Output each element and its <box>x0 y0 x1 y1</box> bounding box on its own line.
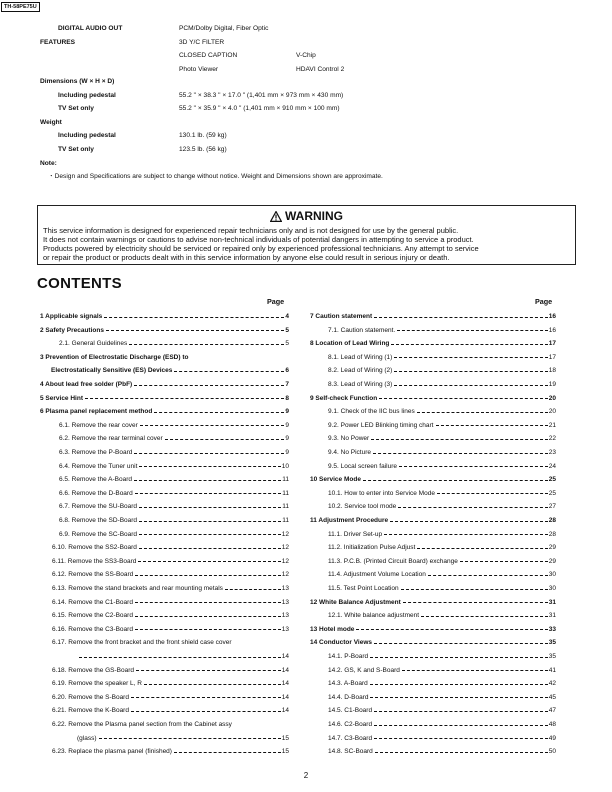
toc-entry-page: 4 <box>285 313 289 320</box>
toc-dot-leader <box>398 507 547 508</box>
toc-entry-page: 19 <box>548 381 556 388</box>
toc-dot-leader <box>139 466 280 467</box>
toc-entry-title: 9.2. Power LED Blinking timing chart <box>328 421 434 429</box>
toc-entry-title: 6.3. Remove the P-Board <box>59 449 133 456</box>
toc-entry-title: 7 Caution statement <box>310 313 373 320</box>
toc-dot-leader <box>165 439 285 440</box>
warning-line: This service information is designed for experienced repair technicians only and is not designed for use by the general public. <box>43 226 459 235</box>
toc-entry-title: 14.3. A-Board <box>328 680 368 688</box>
toc-entry-page: 16 <box>548 313 556 320</box>
toc-entry-title: 10 Service Mode <box>310 476 361 484</box>
toc-entry-page: 49 <box>548 734 556 742</box>
toc-entry-title: 6.16. Remove the C3-Board <box>52 625 133 633</box>
toc-entry[interactable] <box>328 462 556 471</box>
toc-entry-page: 7 <box>285 381 289 388</box>
toc-entry-title: 6 Plasma panel replacement method <box>40 408 153 416</box>
toc-entry-page: 15 <box>281 734 289 742</box>
spec-value: CLOSED CAPTION <box>179 52 238 59</box>
toc-entry-page: 15 <box>281 748 289 756</box>
spec-label: TV Set only <box>58 105 94 112</box>
toc-dot-leader <box>374 738 548 739</box>
spec-value: 55.2 " × 38.3 " × 17.0 " (1,401 mm × 973 mm × 430 mm) <box>179 92 344 99</box>
toc-dot-leader <box>401 589 548 590</box>
toc-entry[interactable] <box>52 557 289 566</box>
toc-entry-title: 9.5. Local screen failure <box>328 462 398 470</box>
toc-entry-page: 18 <box>548 367 556 375</box>
toc-entry[interactable] <box>51 366 289 375</box>
toc-entry-page: 9 <box>285 421 289 429</box>
toc-dot-leader <box>436 425 548 426</box>
toc-dot-leader <box>374 725 548 726</box>
toc-entry[interactable] <box>59 448 289 457</box>
toc-entry-page: 35 <box>548 639 556 647</box>
toc-entry-title: 8.2. Lead of Wiring (2) <box>328 367 393 375</box>
toc-entry[interactable] <box>310 394 556 403</box>
toc-entry[interactable] <box>59 489 289 498</box>
toc-entry-title: 1 Applicable signals <box>40 313 103 320</box>
toc-entry-title: 14.7. C3-Board <box>328 734 373 742</box>
toc-dot-leader <box>134 385 284 386</box>
toc-entry[interactable] <box>310 516 556 525</box>
toc-entry-page: 9 <box>285 408 289 416</box>
toc-entry[interactable] <box>328 666 556 675</box>
toc-dot-leader <box>417 412 548 413</box>
toc-dot-leader <box>136 670 281 671</box>
model-tag: TH-58PE75U <box>1 2 40 12</box>
toc-entry-title: 14 Conductor Views <box>310 639 373 647</box>
toc-entry-title: 9.1. Check of the IIC bus lines <box>328 408 415 416</box>
toc-entry[interactable] <box>328 720 556 729</box>
toc-entry-page: 48 <box>548 721 556 728</box>
toc-dot-leader <box>99 738 281 739</box>
toc-entry-title: 14.8. SC-Board <box>328 748 373 756</box>
toc-dot-leader <box>394 357 547 358</box>
toc-entry[interactable] <box>310 625 556 634</box>
toc-dot-leader <box>138 561 280 562</box>
toc-dot-leader <box>135 629 281 630</box>
toc-entry-title: 6.7. Remove the SU-Board <box>59 503 138 511</box>
toc-entry-page: 17 <box>548 353 556 361</box>
toc-entry-title: 9.4. No Picture <box>328 449 371 456</box>
toc-dot-leader <box>374 711 548 712</box>
toc-dot-leader <box>135 575 280 576</box>
toc-dot-leader <box>129 344 284 345</box>
toc-entry[interactable] <box>328 611 556 620</box>
toc-entry-page: 6 <box>285 367 289 375</box>
toc-entry[interactable] <box>52 720 289 729</box>
toc-entry-page: 45 <box>548 693 556 701</box>
spec-label: Note: <box>40 160 57 167</box>
toc-entry-title: 2 Safety Precautions <box>40 326 104 334</box>
toc-entry-page: 14 <box>281 680 289 688</box>
toc-dot-leader <box>363 480 548 481</box>
toc-entry[interactable] <box>77 734 289 743</box>
toc-entry[interactable] <box>40 353 289 362</box>
toc-entry-title: 11.5. Test Point Location <box>328 585 399 592</box>
toc-dot-leader <box>139 521 281 522</box>
toc-entry-title: Electrostatically Sensitive (ES) Devices <box>51 367 173 375</box>
toc-entry-page: 13 <box>281 612 289 620</box>
spec-value-secondary: HDAVI Control 2 <box>296 66 345 73</box>
toc-dot-leader <box>397 330 548 331</box>
toc-entry-page: 14 <box>281 707 289 715</box>
toc-entry-title: 11.2. Initialization Pulse Adjust <box>328 544 416 552</box>
toc-entry-title: 6.6. Remove the D-Board <box>59 489 133 497</box>
warning-triangle-icon <box>270 211 282 222</box>
toc-entry-title: 14.6. C2-Board <box>328 721 373 728</box>
toc-entry-page: 31 <box>548 612 556 620</box>
toc-entry-page: 10 <box>281 462 289 470</box>
toc-dot-leader <box>403 602 548 603</box>
toc-entry-page: 11 <box>282 517 289 524</box>
toc-entry-page: 11 <box>282 476 289 484</box>
toc-entry[interactable] <box>328 434 556 443</box>
toc-entry-title: 6.9. Remove the SC-Board <box>59 530 138 538</box>
toc-entry[interactable] <box>52 638 289 647</box>
toc-dot-leader <box>154 412 284 413</box>
spec-label: Including pedestal <box>58 92 116 99</box>
toc-entry[interactable] <box>59 339 289 348</box>
toc-entry[interactable] <box>328 489 556 498</box>
toc-entry-title: 10.1. How to enter into Service Mode <box>328 489 435 497</box>
toc-entry-page: 28 <box>548 517 556 524</box>
spec-label: Dimensions (W × H × D) <box>40 78 115 85</box>
toc-entry-title: 6.4. Remove the Tuner unit <box>59 462 138 470</box>
toc-entry-page: 12 <box>281 544 289 552</box>
toc-entry-page: 14 <box>281 666 289 674</box>
toc-entry[interactable] <box>59 530 289 539</box>
toc-entry-title: 6.20. Remove the S-Board <box>52 693 129 701</box>
toc-dot-leader <box>135 493 282 494</box>
spec-label: Weight <box>40 119 62 126</box>
toc-entry[interactable] <box>328 557 556 566</box>
spec-label: Including pedestal <box>58 132 116 139</box>
toc-dot-leader <box>394 371 547 372</box>
spec-value: PCM/Dolby Digital, Fiber Optic <box>179 25 269 32</box>
toc-entry-page: 42 <box>548 680 556 688</box>
toc-entry-title: 12.1. White balance adjustment <box>328 612 420 620</box>
toc-dot-leader <box>437 493 548 494</box>
toc-entry-page: 21 <box>548 421 556 429</box>
toc-entry-title: 11.1. Driver Set-up <box>328 530 383 538</box>
warning-heading <box>38 209 575 223</box>
toc-entry-title: 6.8. Remove the SD-Board <box>59 517 138 524</box>
toc-dot-leader <box>374 317 548 318</box>
toc-entry-page: 8 <box>285 394 289 402</box>
toc-dot-leader <box>174 371 284 372</box>
toc-entry[interactable] <box>328 584 556 593</box>
toc-entry[interactable] <box>328 706 556 715</box>
toc-entry-page: 35 <box>548 653 556 660</box>
toc-dot-leader <box>460 561 548 562</box>
toc-entry[interactable] <box>59 434 289 443</box>
toc-entry-page: 25 <box>548 476 556 484</box>
toc-entry-page: 29 <box>548 544 556 552</box>
toc-entry[interactable] <box>310 598 556 607</box>
toc-dot-leader <box>139 507 281 508</box>
toc-entry[interactable] <box>52 666 289 675</box>
toc-entry[interactable] <box>52 570 289 579</box>
toc-entry-title: 6.12. Remove the SS-Board <box>52 571 134 579</box>
toc-entry-page: 12 <box>281 557 289 565</box>
toc-entry-title: (glass) <box>77 734 97 742</box>
toc-entry-title: 6.19. Remove the speaker L, R <box>52 680 142 688</box>
toc-entry[interactable] <box>52 706 289 715</box>
toc-entry[interactable] <box>328 693 556 702</box>
spec-label: TV Set only <box>58 146 94 153</box>
toc-entry[interactable] <box>40 312 289 321</box>
toc-dot-leader <box>135 602 281 603</box>
toc-entry-page: 9 <box>285 449 289 456</box>
toc-entry[interactable] <box>310 312 556 321</box>
toc-entry-page: 28 <box>548 530 556 538</box>
toc-entry-page: 13 <box>281 585 289 592</box>
toc-entry-title: 6.18. Remove the GS-Board <box>52 666 135 674</box>
toc-entry-page: 11 <box>282 489 289 497</box>
toc-entry[interactable] <box>328 502 556 511</box>
page-column-header-left: Page <box>267 297 285 306</box>
toc-entry-title: 13 Hotel mode <box>310 625 355 633</box>
toc-entry-page: 30 <box>548 585 556 592</box>
toc-entry[interactable] <box>52 611 289 620</box>
toc-entry-title: 3 Prevention of Electrostatic Discharge (ESD) to <box>40 353 189 361</box>
toc-dot-leader <box>394 385 547 386</box>
toc-dot-leader <box>104 317 284 318</box>
spec-value-secondary: V-Chip <box>296 52 316 59</box>
toc-entry[interactable] <box>77 652 289 661</box>
toc-entry-title: 11.3. P.C.B. (Printed Circuit Board) exchange <box>328 557 458 565</box>
toc-entry[interactable] <box>40 380 289 389</box>
toc-dot-leader <box>144 684 281 685</box>
toc-entry[interactable] <box>328 543 556 552</box>
toc-entry-page: 20 <box>548 394 556 402</box>
toc-entry-title: 5 Service Hint <box>40 394 83 402</box>
toc-dot-leader <box>379 398 548 399</box>
toc-entry[interactable] <box>59 462 289 471</box>
toc-dot-leader <box>174 752 281 753</box>
toc-entry[interactable] <box>328 326 556 335</box>
toc-entry-page: 47 <box>548 707 556 715</box>
toc-entry-page: 14 <box>281 653 289 660</box>
toc-dot-leader <box>374 643 548 644</box>
toc-entry-title: 6.17. Remove the front bracket and the front shield case cover <box>52 639 232 647</box>
toc-entry[interactable] <box>59 475 289 484</box>
toc-entry[interactable] <box>52 584 289 593</box>
warning-line: or repair the product or products dealt with in this service information by anyone else could result in serious injury or death. <box>43 253 450 262</box>
toc-entry[interactable] <box>328 530 556 539</box>
toc-entry-title: 9 Self-check Function <box>310 394 378 402</box>
toc-dot-leader <box>106 330 284 331</box>
toc-entry-page: 13 <box>281 598 289 606</box>
warning-line: Products powered by electricity should be serviced or repaired only by experienced professional technicians. Any attempt to service <box>43 244 479 253</box>
toc-entry[interactable] <box>328 407 556 416</box>
toc-entry-title: 14.1. P-Board <box>328 653 369 660</box>
toc-entry-page: 22 <box>548 435 556 443</box>
toc-entry-title: 8.3. Lead of Wiring (3) <box>328 381 393 388</box>
toc-entry[interactable] <box>52 598 289 607</box>
toc-entry[interactable] <box>59 421 289 430</box>
spec-value: 55.2 " × 35.9 " × 4.0 " (1,401 mm × 910 mm × 100 mm) <box>179 105 340 112</box>
toc-entry-title: 6.14. Remove the C1-Board <box>52 598 133 606</box>
toc-dot-leader <box>140 425 285 426</box>
toc-entry[interactable] <box>328 421 556 430</box>
toc-entry-title: 14.5. C1-Board <box>328 707 373 715</box>
toc-entry-title: 10.2. Service tool mode <box>328 503 397 511</box>
toc-entry-title: 7.1. Caution statement. <box>328 326 396 334</box>
toc-entry[interactable] <box>328 679 556 688</box>
warning-box <box>37 205 576 265</box>
toc-entry-page: 50 <box>548 748 556 756</box>
spec-note: ・Design and Specifications are subject to change without notice. Weight and Dimensions shown are approximate. <box>48 173 383 180</box>
spec-value: 130.1 lb. (59 kg) <box>179 132 227 139</box>
toc-entry-page: 5 <box>285 340 289 348</box>
spec-value: Photo Viewer <box>179 66 219 73</box>
toc-entry-title: 6.21. Remove the K-Board <box>52 707 129 715</box>
toc-entry[interactable] <box>40 407 289 416</box>
toc-entry-title: 6.11. Remove the SS3-Board <box>52 557 137 565</box>
toc-entry[interactable] <box>328 380 556 389</box>
toc-entry-title: 6.15. Remove the C2-Board <box>52 612 133 620</box>
toc-entry[interactable] <box>328 366 556 375</box>
toc-entry-title: 11 Adjustment Procedure <box>310 517 389 524</box>
toc-dot-leader <box>370 697 547 698</box>
toc-dot-leader <box>371 439 548 440</box>
toc-dot-leader <box>139 534 281 535</box>
toc-entry-page: 16 <box>548 326 556 334</box>
toc-entry-title: 12 White Balance Adjustment <box>310 598 401 606</box>
toc-entry-page: 27 <box>548 503 556 511</box>
toc-entry-page: 14 <box>281 693 289 701</box>
toc-dot-leader <box>391 344 547 345</box>
toc-entry-title: 9.3. No Power <box>328 435 370 443</box>
toc-entry-title: 2.1. General Guidelines <box>59 340 128 348</box>
toc-dot-leader <box>421 616 548 617</box>
toc-dot-leader <box>402 670 548 671</box>
toc-dot-leader <box>85 398 284 399</box>
toc-dot-leader <box>139 548 281 549</box>
toc-entry-page: 11 <box>282 503 289 511</box>
toc-entry-title: 6.13. Remove the stand brackets and rear mounting metals <box>52 585 223 592</box>
warning-title: WARNING <box>285 209 343 223</box>
toc-entry[interactable] <box>59 502 289 511</box>
toc-entry-page: 41 <box>548 666 556 674</box>
toc-dot-leader <box>134 453 284 454</box>
toc-entry[interactable] <box>328 652 556 661</box>
toc-dot-leader <box>370 657 548 658</box>
spec-value: 123.5 lb. (56 kg) <box>179 146 227 153</box>
toc-entry[interactable] <box>328 448 556 457</box>
toc-dot-leader <box>373 453 548 454</box>
toc-dot-leader <box>134 480 281 481</box>
toc-entry[interactable] <box>52 693 289 702</box>
toc-entry-page: 33 <box>548 625 556 633</box>
toc-dot-leader <box>135 616 281 617</box>
toc-entry[interactable] <box>310 475 556 484</box>
contents-title: CONTENTS <box>37 275 122 292</box>
toc-entry[interactable] <box>40 394 289 403</box>
toc-dot-leader <box>79 657 281 658</box>
toc-entry[interactable] <box>328 353 556 362</box>
toc-entry-page: 12 <box>281 571 289 579</box>
toc-entry-title: 8 Location of Lead Wiring <box>310 340 390 348</box>
toc-entry[interactable] <box>310 339 556 348</box>
toc-dot-leader <box>399 466 548 467</box>
toc-entry-title: 11.4. Adjustment Volume Location <box>328 571 426 579</box>
toc-entry-title: 4 About lead free solder (PbF) <box>40 381 133 388</box>
toc-dot-leader <box>375 752 548 753</box>
toc-entry-page: 30 <box>548 571 556 579</box>
toc-entry-page: 31 <box>548 598 556 606</box>
toc-entry-title: 6.1. Remove the rear cover <box>59 421 138 429</box>
toc-dot-leader <box>225 589 281 590</box>
toc-entry[interactable] <box>52 679 289 688</box>
spec-value: 3D Y/C FILTER <box>179 39 225 46</box>
page-number: 2 <box>303 771 309 780</box>
toc-entry-page: 20 <box>548 408 556 416</box>
toc-entry-page: 9 <box>285 435 289 443</box>
toc-entry-title: 6.2. Remove the rear terminal cover <box>59 435 163 443</box>
warning-line: It does not contain warnings or cautions to advise non-technical individuals of potential dangers in attempting to service a product. <box>43 235 474 244</box>
toc-dot-leader <box>356 629 547 630</box>
toc-entry-page: 25 <box>548 489 556 497</box>
toc-entry[interactable] <box>52 625 289 634</box>
toc-entry[interactable] <box>52 747 289 756</box>
toc-dot-leader <box>417 548 547 549</box>
toc-entry[interactable] <box>328 747 556 756</box>
toc-entry-page: 12 <box>281 530 289 538</box>
toc-entry[interactable] <box>328 570 556 579</box>
toc-entry-page: 17 <box>548 340 556 348</box>
toc-entry-page: 24 <box>548 462 556 470</box>
toc-entry[interactable] <box>52 543 289 552</box>
page-column-header-right: Page <box>535 297 553 306</box>
toc-entry-title: 6.22. Remove the Plasma panel section from the Cabinet assy <box>52 721 232 728</box>
toc-dot-leader <box>428 575 548 576</box>
toc-entry-title: 6.5. Remove the A-Board <box>59 476 132 484</box>
toc-entry[interactable] <box>328 734 556 743</box>
spec-label: DIGITAL AUDIO OUT <box>58 25 123 32</box>
toc-entry-page: 13 <box>281 625 289 633</box>
toc-entry[interactable] <box>310 638 556 647</box>
toc-entry-title: 6.23. Replace the plasma panel (finished) <box>52 748 172 756</box>
toc-entry-title: 8.1. Lead of Wiring (1) <box>328 353 393 361</box>
toc-entry-page: 23 <box>548 449 556 456</box>
toc-entry-title: 14.4. D-Board <box>328 693 369 701</box>
toc-entry-page: 29 <box>548 557 556 565</box>
toc-entry-page: 5 <box>285 326 289 334</box>
toc-dot-leader <box>370 684 548 685</box>
toc-entry-title: 6.10. Remove the SS2-Board <box>52 544 137 552</box>
toc-dot-leader <box>131 711 281 712</box>
toc-entry[interactable] <box>59 516 289 525</box>
toc-dot-leader <box>384 534 548 535</box>
toc-dot-leader <box>390 521 548 522</box>
toc-entry-title: 14.2. GS, K and S-Board <box>328 666 400 674</box>
toc-dot-leader <box>131 697 281 698</box>
spec-label: FEATURES <box>40 39 76 46</box>
toc-entry[interactable] <box>40 326 289 335</box>
